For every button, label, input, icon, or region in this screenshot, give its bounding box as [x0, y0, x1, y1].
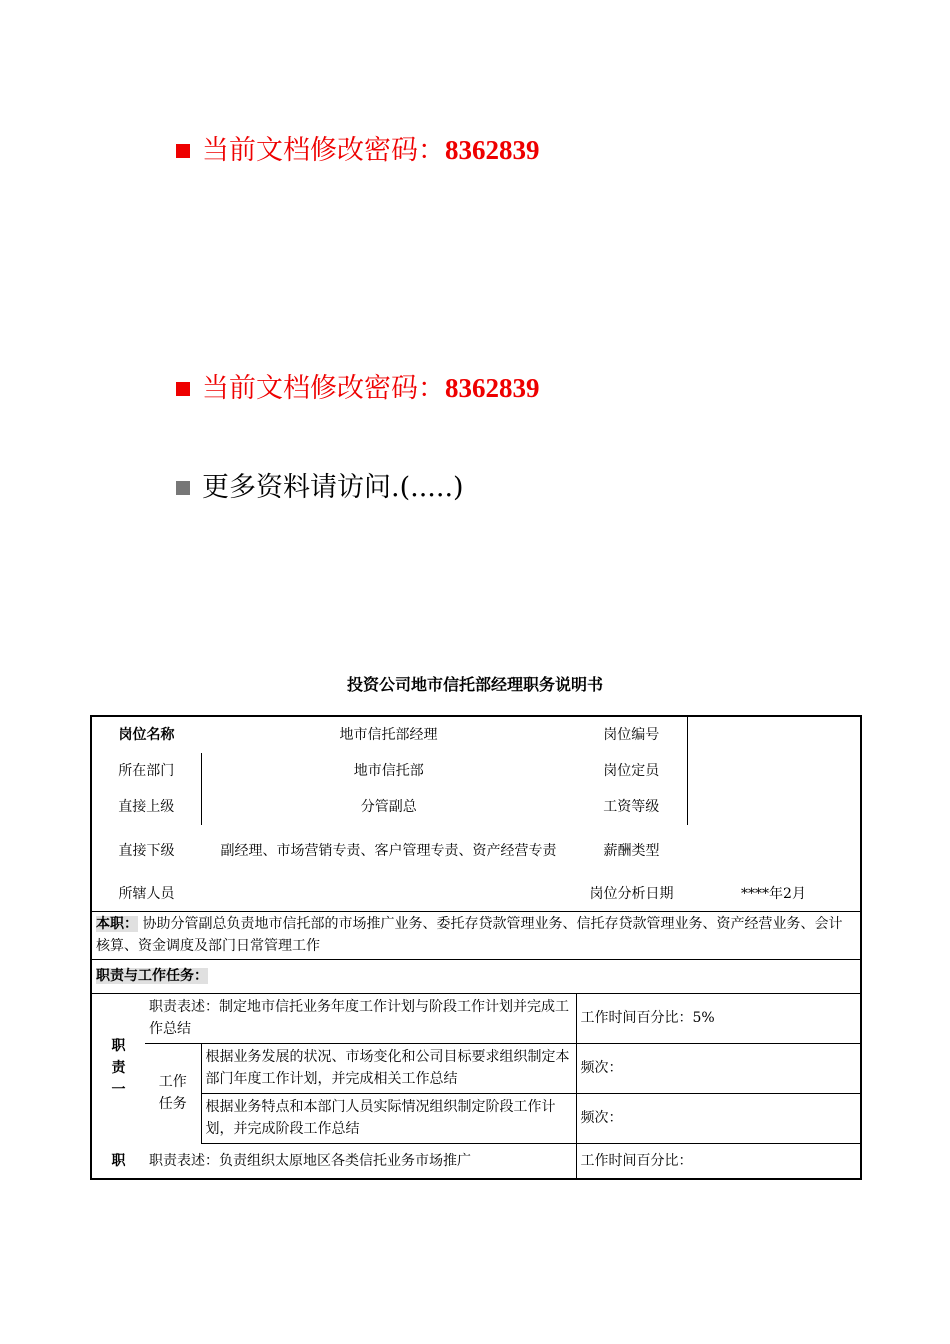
duty-1-time-percent: 工作时间百分比：5% [576, 993, 861, 1043]
bullet-square-icon [176, 481, 190, 495]
summary-cell [91, 911, 861, 959]
subordinate-label: 直接下级 [118, 843, 175, 859]
duties-header: 职责与工作任务： [96, 968, 208, 984]
banner-code: 8362839 [445, 373, 540, 403]
grade-label: 工资等级 [576, 789, 687, 825]
task-1-frequency: 频次： [576, 1043, 861, 1093]
superior-label: 直接上级 [91, 789, 201, 825]
tasks-label: 工作 任务 [158, 1074, 187, 1113]
summary-text: 协助分管副总负责地市信托部的市场推广业务、委托存贷款管理业务、信托存贷款管理业务、资产经营业务、会计核算、资金调度及部门日常管理工作 [96, 916, 843, 954]
dept-label: 所在部门 [91, 753, 201, 789]
document-title: 投资公司地市信托部经理职务说明书 [346, 675, 603, 694]
subordinate-value: 副经理、市场营销专责、客户管理专责、资产经营专责 [220, 843, 557, 859]
banner-text: 当前文档修改密码： [202, 373, 445, 404]
post-name-value: 地市信托部经理 [339, 727, 438, 743]
analysis-date-value: ****年2月 [741, 885, 806, 902]
banner-code: 8362839 [445, 135, 540, 165]
post-no-value [687, 716, 861, 753]
task-1-text: 根据业务发展的状况、市场变化和公司目标要求组织制定本部门年度工作计划，并完成相关工作总结 [201, 1043, 576, 1093]
duty-2-label: 职 [111, 1152, 126, 1169]
duty-1-label: 职 责 一 [111, 1038, 126, 1099]
analysis-date-label: 岗位分析日期 [589, 885, 674, 902]
duty-2-time-percent: 工作时间百分比： [576, 1143, 861, 1179]
password-banner-2 [176, 372, 540, 405]
grade-value [687, 789, 861, 825]
post-name-label: 岗位名称 [118, 727, 175, 743]
banner-text: 当前文档修改密码： [202, 135, 445, 166]
password-banner-1 [176, 134, 540, 167]
post-no-label: 岗位编号 [603, 727, 660, 743]
duty-2-description: 职责表述：负责组织太原地区各类信托业务市场推广 [149, 1152, 471, 1169]
staff-value [201, 877, 576, 911]
task-2-frequency: 频次： [576, 1093, 861, 1143]
headcount-label: 岗位定员 [576, 753, 687, 789]
summary-label: 本职： [96, 916, 138, 932]
dept-value: 地市信托部 [353, 763, 424, 779]
pay-type-label: 薪酬类型 [603, 843, 660, 859]
more-info-text: 更多资料请访问.(.....) [202, 472, 464, 503]
duty-1-description: 职责表述：制定地市信托业务年度工作计划与阶段工作计划并完成工作总结 [145, 993, 576, 1043]
pay-type-value [687, 825, 861, 877]
staff-label: 所辖人员 [118, 885, 175, 902]
task-2-text: 根据业务特点和本部门人员实际情况组织制定阶段工作计划，并完成阶段工作总结 [201, 1093, 576, 1143]
job-description-table [90, 715, 862, 1180]
duties-header-cell [91, 959, 861, 993]
bullet-square-icon [176, 382, 190, 396]
headcount-value [687, 753, 861, 789]
superior-value: 分管副总 [360, 799, 417, 815]
bullet-square-icon [176, 144, 190, 158]
more-info-banner [176, 472, 464, 504]
